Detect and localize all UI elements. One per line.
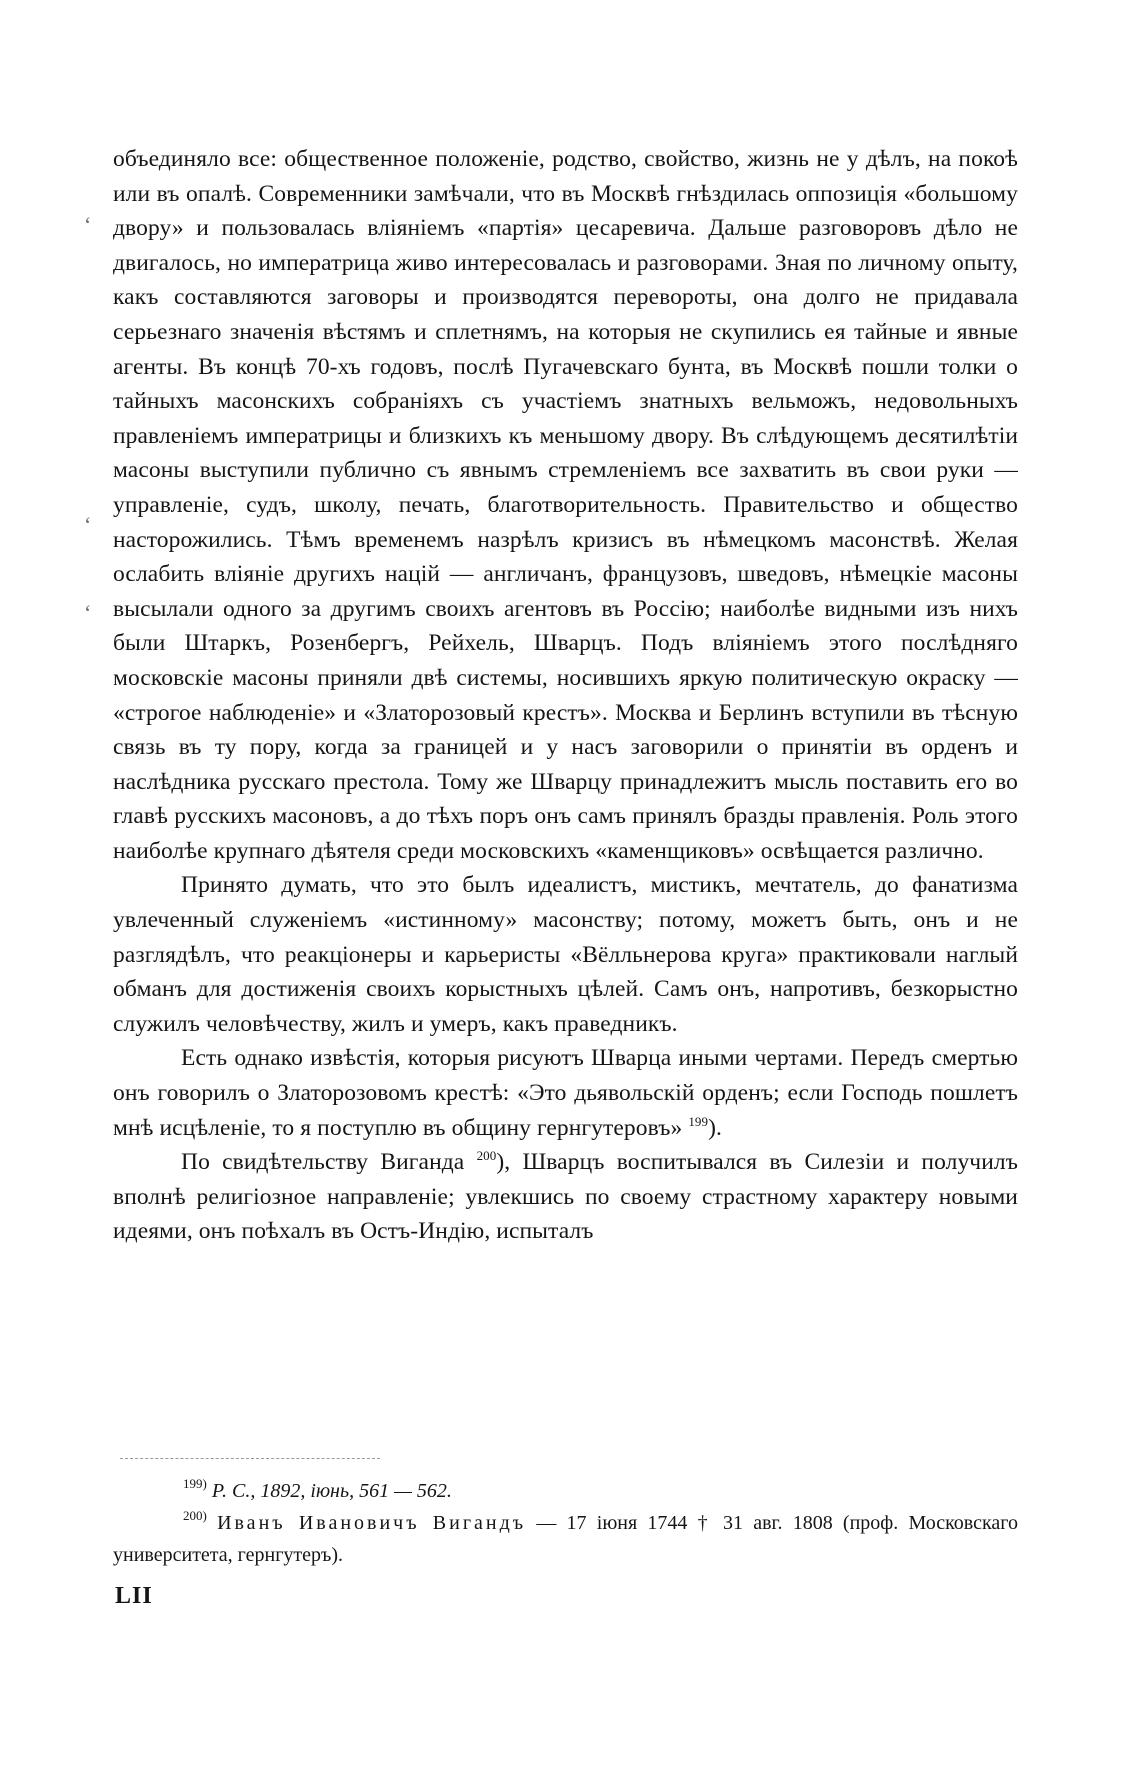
footnote-number: 199) [183, 1476, 207, 1491]
footnote-ref-200: 200 [476, 1148, 497, 1164]
main-text [113, 142, 1018, 1249]
footnotes [113, 1475, 1018, 1571]
footnote-number: 200) [183, 1508, 207, 1523]
footnote-199 [113, 1475, 1018, 1507]
footnote-text: Р. С., 1892, іюнь, 561 — 562. [211, 1480, 452, 1502]
ref-closing: ). [708, 1114, 723, 1141]
margin-pencil-mark: ʻ [84, 600, 92, 625]
paragraph [113, 1041, 1018, 1145]
footnote-ref-199: 199 [688, 1113, 709, 1129]
footnote-name: Иванъ Ивановичъ Вигандъ [217, 1512, 527, 1534]
paragraph [113, 1145, 1018, 1249]
paragraph: Принято думать, что это былъ идеалистъ, мистикъ, мечтатель, до фанатизма увлеченный служеніемъ «истинному» масонству; потому, можетъ быть, онъ и не разглядѣлъ, что реакціонеры и карьеристы «Вёлльнерова круга» практиковали наглый обманъ для достиженія своихъ корыстныхъ цѣлей. Самъ онъ, напротивъ, безкорыстно служилъ человѣчеству, жилъ и умеръ, какъ праведникъ. [113, 872, 1018, 1037]
paragraph-text: ), Шварцъ воспитывался въ Силезіи и получилъ вполнѣ религіозное направленіе; увлекшись по своему страстному характеру новыми идеями, онъ поѣхалъ въ Остъ-Индію, испыталъ [113, 1149, 1018, 1245]
margin-pencil-mark: ʻ [84, 512, 92, 537]
paragraph: объединяло все: общественное положеніе, родство, свойство, жизнь не у дѣлъ, на покоѣ или въ опалѣ. Современники замѣчали, что въ Москвѣ гнѣздилась оппозиція «большому двору» и пользовалась вліяніемъ «партія» цесаревича. Дальше разговоровъ дѣло не двигалось, но императрица живо интересовалась и разговорами. Зная по личному опыту, какъ составляются заговоры и производятся перевороты, она долго не придавала серьезнаго значенія вѣстямъ и сплетнямъ, на которыя не скупились ея тайные и явные агенты. Въ концѣ 70-хъ годовъ, послѣ Пугачевскаго бунта, въ Москвѣ пошли толки о тайныхъ масонскихъ собраніяхъ съ участіемъ знатныхъ вельможъ, недовольныхъ правленіемъ императрицы и близкихъ къ меньшому двору. Въ слѣдующемъ десятилѣтіи масоны выступили публично съ явнымъ стремленіемъ все захватить въ свои руки — управленіе, судъ, школу, печать, благотворительность. Правительство и общество насторожились. Тѣмъ временемъ назрѣлъ кризисъ въ нѣмецкомъ масонствѣ. Желая ослабить вліяніе другихъ націй — англичанъ, французовъ, шведовъ, нѣмецкіе масоны высылали одного за другимъ своихъ агентовъ въ Россію; наиболѣе видными изъ нихъ были Штаркъ, Розенбергъ, Рейхель, Шварцъ. Подъ вліяніемъ этого послѣдняго московскіе масоны приняли двѣ системы, носившихъ яркую политическую окраску — «строгое наблюденіе» и «Златорозовый крестъ». Москва и Берлинъ вступили въ тѣсную связь въ ту пору, когда за границей и у насъ заговорили о принятіи въ орденъ и наслѣдника русскаго престола. Тому же Шварцу принадлежитъ мысль поставить его во главѣ русскихъ масоновъ, а до тѣхъ поръ онъ самъ принялъ бразды правленія. Роль этого наиболѣе крупнаго дѣятеля среди московскихъ «каменщиковъ» освѣщается различно. [113, 146, 1018, 864]
page-number: LII [115, 1583, 153, 1609]
footnote-divider [120, 1458, 380, 1459]
footnote-text: — 17 іюня 1744 † 31 авг. 1808 (проф. Московскаго университета, гернгутеръ). [113, 1512, 1019, 1566]
paragraph-text: Есть однако извѣстія, которыя рисуютъ Шварца иными чертами. Передъ смертью онъ говорилъ о Златорозовомъ крестѣ: «Это дьявольскій орденъ; если Господь пошлетъ мнѣ исцѣленіе, то я поступлю въ общину гернгутеровъ» [113, 1045, 1018, 1141]
margin-pencil-mark: ʻ [84, 212, 92, 237]
footnote-200 [113, 1507, 1018, 1571]
paragraph-text: По свидѣтельству Виганда [181, 1149, 465, 1176]
